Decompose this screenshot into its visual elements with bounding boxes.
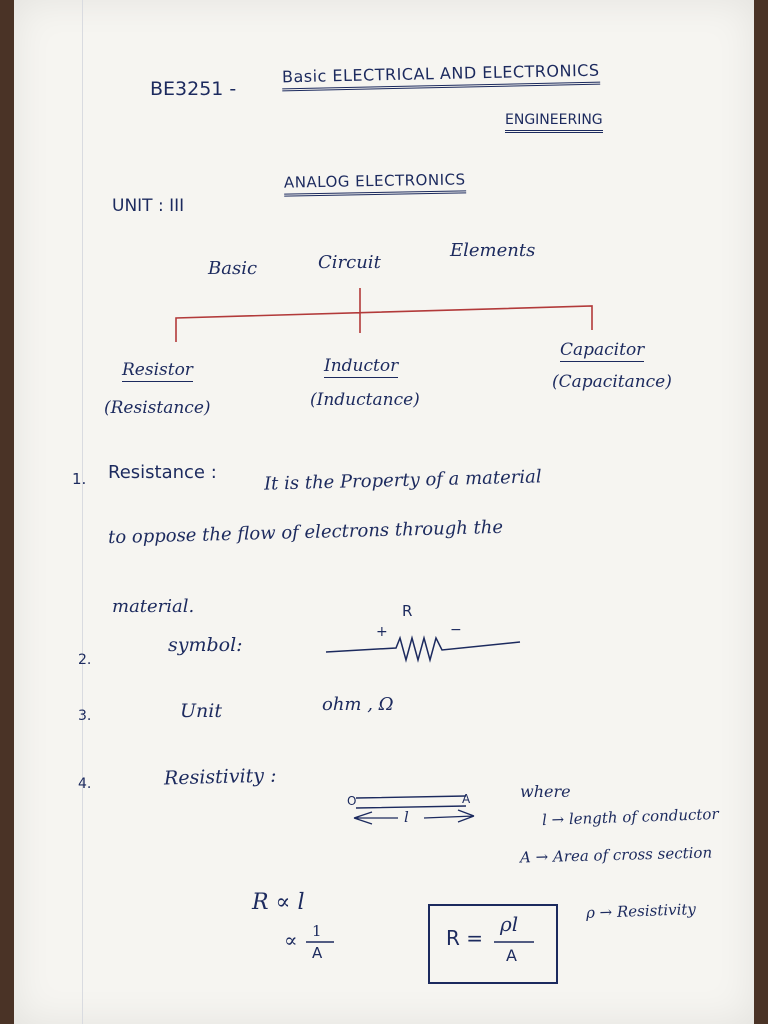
tree-root-word-3: Elements — [450, 240, 536, 261]
item-number-1: 1. — [72, 470, 87, 488]
where-label: where — [520, 782, 571, 801]
course-code: BE3251 - — [150, 78, 237, 100]
proportion-symbol: ∝ — [284, 928, 298, 952]
tree-root-word-1: Basic — [208, 258, 258, 279]
definition-line-1: It is the Property of a material — [263, 466, 542, 495]
item-heading-resistance: Resistance : — [108, 462, 217, 483]
item-heading-resistivity: Resistivity : — [163, 764, 277, 790]
unit-value: ohm , Ω — [322, 694, 394, 715]
wire-end-right: A — [462, 792, 471, 806]
formula-numerator: ρl — [500, 912, 519, 936]
course-title-line2: ENGINEERING — [505, 112, 603, 133]
resistor-symbol-label: R — [402, 602, 413, 620]
definition-line-2: to oppose the flow of electrons through the — [107, 516, 504, 549]
unit-label: UNIT : III — [112, 196, 185, 216]
resistivity-definition: ρ → Resistivity — [585, 900, 697, 922]
tree-child-capacitor: Capacitor — [560, 340, 645, 360]
item-number-4: 4. — [78, 776, 92, 792]
tree-root-word-2: Circuit — [318, 252, 381, 273]
item-number-3: 3. — [78, 708, 92, 724]
tree-child-capacitance: (Capacitance) — [552, 372, 672, 392]
item-number-2: 2. — [78, 652, 92, 668]
wire-length-label: l — [404, 808, 409, 826]
tree-child-inductor: Inductor — [324, 356, 399, 376]
item-heading-unit: Unit — [180, 700, 222, 722]
wire-end-left: O — [347, 794, 357, 808]
proportion-r-to-l: R ∝ l — [252, 890, 305, 915]
course-title: Basic ELECTRICAL AND ELECTRONICS — [282, 61, 600, 92]
tree-child-inductance: (Inductance) — [310, 390, 420, 410]
formula-denominator: A — [506, 946, 517, 965]
area-definition: A → Area of cross section — [519, 843, 713, 867]
resistor-symbol-plus: + — [376, 624, 388, 640]
resistor-symbol-minus: − — [450, 622, 462, 638]
definition-line-3: material. — [112, 596, 195, 617]
proportion-denominator: A — [312, 944, 323, 962]
tree-child-resistance: (Resistance) — [104, 398, 211, 418]
tree-child-resistor: Resistor — [122, 360, 193, 380]
unit-title: ANALOG ELECTRONICS — [284, 170, 466, 196]
proportion-numerator: 1 — [312, 922, 322, 940]
item-heading-symbol: symbol: — [168, 634, 243, 656]
length-definition: l → length of conductor — [541, 804, 719, 830]
formula-lhs: R = — [446, 926, 484, 950]
